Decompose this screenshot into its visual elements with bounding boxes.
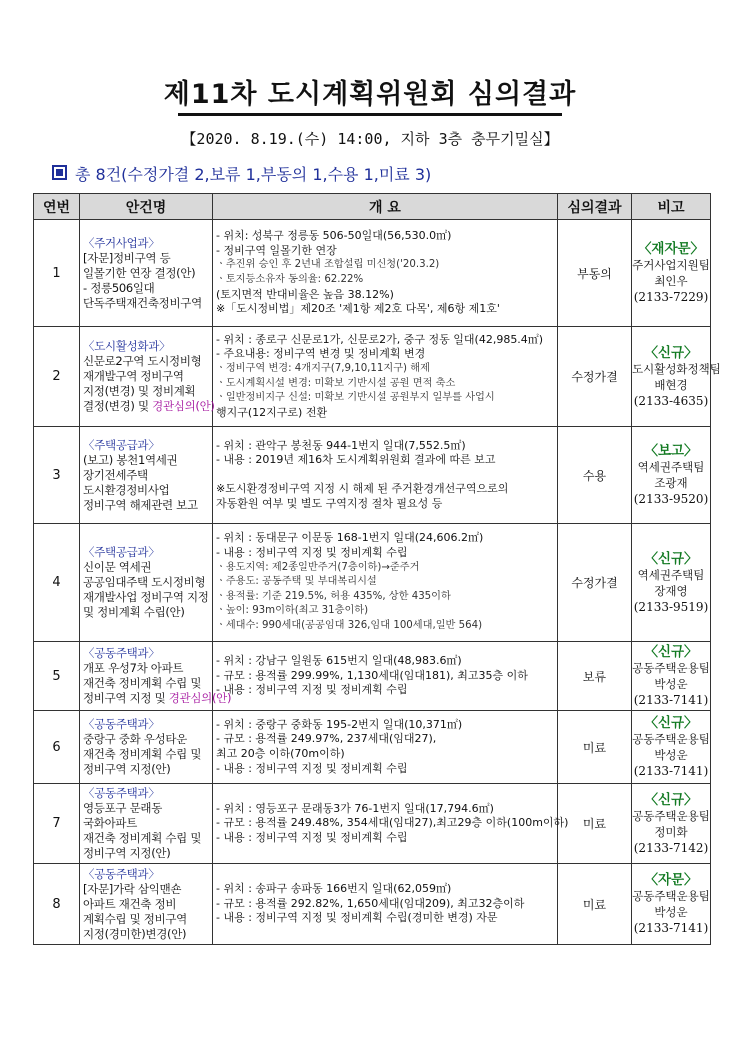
overview-line: 자동환원 여부 및 별도 구역지정 절차 필요성 등 — [216, 496, 443, 510]
phone-number: (2133-7142) — [633, 840, 709, 855]
summary-line — [52, 162, 431, 185]
overview-line: 최고 20층 이하(70m이하) — [216, 747, 345, 760]
overview-line: ㆍ용도지역: 제2종일반주거(7층이하)→준주거 — [216, 561, 420, 573]
row-number: 8 — [34, 864, 80, 945]
overview-line: ㆍ높이: 93m이하(최고 31층이하) — [216, 605, 369, 617]
overview-cell — [213, 784, 569, 864]
agenda-line: 신문로2구역 도시정비형 — [83, 354, 202, 368]
agenda-line: 국화아파트 — [83, 816, 138, 830]
agenda-line: (보고) 봉천1역세권 — [83, 452, 178, 467]
agenda-item — [80, 711, 213, 784]
overview-line: - 위치 : 송파구 송파동 166번지 일대(62,059㎡) — [216, 882, 452, 896]
note-cell — [632, 711, 711, 784]
overview-line: - 내용 : 정비구역 지정 및 정비계획 수립 — [216, 546, 408, 560]
overview-line: - 주요내용: 정비구역 변경 및 정비계획 변경 — [216, 347, 426, 361]
agenda-line: 아파트 재건축 정비 — [83, 896, 177, 911]
table-row — [34, 220, 711, 327]
overview-line: ㆍ추진위 승인 후 2년내 조합설립 미신청('20.3.2) — [216, 259, 440, 271]
status-tag: 〈보고〉 — [644, 443, 698, 459]
agenda-line-text: 정비구역 지정 및 — [83, 691, 169, 705]
contact-person: 최인우 — [654, 274, 688, 288]
row-number: 6 — [34, 711, 80, 784]
agenda-line: 개포 우성7차 아파트 — [83, 661, 184, 675]
note-cell — [632, 524, 711, 642]
agenda-line: 일몰기한 연장 결정(안) — [83, 265, 196, 280]
table-row — [34, 711, 711, 784]
agenda-line: 신이문 역세권 — [83, 560, 152, 574]
row-number: 5 — [34, 642, 80, 711]
overview-line: 행지구(12지구로) 전환 — [216, 405, 328, 419]
agenda-line: 중랑구 중화 우성타운 — [83, 732, 187, 746]
overview-line: - 위치 : 관악구 봉천동 944-1번지 일대(7,552.5㎡) — [216, 438, 466, 452]
overview-line: - 내용 : 정비구역 지정 및 정비계획 수립 — [216, 761, 408, 775]
review-result: 미료 — [558, 864, 632, 945]
overview-line: ※「도시정비법」제20조 '제1항 제2호 다목', 제6항 제1호' — [216, 302, 500, 316]
phone-number: (2133-7229) — [633, 290, 709, 304]
contact-person: 박성운 — [654, 748, 688, 762]
row-number: 4 — [34, 524, 80, 642]
team-name: 공동주택운용팀 — [632, 661, 710, 675]
department-label: 〈공동주택과〉 — [83, 646, 160, 660]
results-table — [33, 193, 721, 945]
agenda-line: [자문]가락 삼익맨숀 — [83, 881, 182, 896]
review-result: 보류 — [558, 642, 632, 711]
agenda-line-text: 결정(변경) 및 — [83, 399, 153, 413]
note-cell — [632, 220, 711, 327]
phone-number: (2133-7141) — [633, 693, 709, 707]
contact-person: 조광재 — [654, 476, 688, 490]
overview-line — [216, 468, 554, 483]
department-label: 〈주택공급과〉 — [83, 545, 160, 559]
agenda-line: 재개발구역 정비구역 — [83, 369, 184, 383]
header-result: 심의결과 — [558, 194, 632, 220]
table-row — [34, 524, 711, 642]
department-label: 〈주택공급과〉 — [83, 437, 160, 452]
note-cell — [632, 864, 711, 945]
overview-line: - 규모 : 용적률 249.97%, 237세대(임대27), — [216, 732, 437, 746]
table-row — [34, 327, 711, 427]
summary-text: 총 8건(수정가결 2,보류 1,부동의 1,수용 1,미료 3) — [75, 165, 432, 184]
meeting-info: 【2020. 8.19.(수) 14:00, 지하 3층 충무기밀실】 — [181, 130, 559, 148]
overview-line: - 규모 : 용적률 299.99%, 1,130세대(임대181), 최고35층 이하 — [216, 668, 528, 682]
team-name: 공동주택운용팀 — [632, 808, 710, 823]
header-desc: 개 요 — [213, 194, 558, 220]
header-note: 비고 — [632, 194, 711, 220]
status-tag: 〈신규〉 — [644, 550, 698, 567]
contact-person: 정미화 — [654, 824, 688, 839]
agenda-item — [80, 327, 213, 427]
overview-line: - 위치 : 영등포구 문래동3가 76-1번지 일대(17,794.6㎡) — [216, 801, 494, 815]
agenda-line: [자문]정비구역 등 — [83, 250, 171, 265]
team-name: 도시활성화정책팀 — [632, 361, 721, 376]
review-result: 미료 — [558, 711, 632, 784]
agenda-line: 정비구역 해제관련 보고 — [83, 497, 198, 512]
note-cell — [632, 427, 711, 524]
phone-number: (2133-7141) — [633, 764, 709, 778]
overview-line: - 정비구역 일몰기한 연장 — [216, 243, 337, 257]
agenda-line: 장기전세주택 — [83, 467, 148, 482]
contact-person: 박성운 — [654, 905, 688, 919]
agenda-item — [80, 784, 213, 864]
team-name: 역세권주택팀 — [637, 567, 705, 582]
contact-person: 배현경 — [654, 377, 688, 392]
agenda-line: 재개발사업 정비구역 지정 — [83, 590, 209, 604]
phone-number: (2133-9519) — [633, 599, 709, 614]
overview-line: ㆍ도시계획시설 변경: 미확보 기반시설 공원 면적 축소 — [216, 377, 456, 389]
header-no: 연번 — [34, 194, 80, 220]
overview-line: - 위치 : 중랑구 중화동 195-2번지 일대(10,371㎡) — [216, 717, 463, 731]
overview-line: - 위치: 성북구 정릉동 506-50일대(56,530.0㎡) — [216, 229, 452, 243]
department-label: 〈공동주택과〉 — [83, 717, 160, 731]
overview-cell — [213, 524, 558, 642]
agenda-line: 지정(변경) 및 정비계획 — [83, 384, 196, 398]
landscape-review-label: 경관심의(안) — [152, 399, 215, 413]
agenda-line: 단독주택재건축정비구역 — [83, 295, 202, 310]
overview-line: ㆍ주용도: 공동주택 및 부대복리시설 — [216, 576, 377, 588]
row-number: 7 — [34, 784, 80, 864]
overview-cell — [213, 864, 558, 945]
agenda-line: 공공임대주택 도시정비형 — [83, 575, 206, 589]
overview-line: ㆍ정비구역 변경: 4개지구(7,9,10,11지구) 해제 — [216, 362, 430, 374]
agenda-line: 지정(경미한)변경(안) — [83, 926, 187, 941]
agenda-item — [80, 220, 213, 327]
overview-cell — [213, 427, 558, 524]
landscape-review-label: 경관심의(안) — [168, 691, 232, 705]
status-tag: 〈신규〉 — [644, 791, 698, 808]
overview-line: - 위치 : 강남구 일원동 615번지 일대(48,983.6㎡) — [216, 654, 462, 668]
agenda-line: 영등포구 문래동 — [83, 801, 163, 815]
overview-line: - 내용 : 정비구역 지정 및 정비계획 수립(경미한 변경) 자문 — [216, 911, 498, 925]
table-row — [34, 642, 711, 711]
row-number: 3 — [34, 427, 80, 524]
agenda-item — [80, 642, 232, 711]
agenda-line: 및 정비계획 수립(안) — [83, 605, 185, 619]
phone-number: (2133-9520) — [633, 492, 709, 506]
row-number: 1 — [34, 220, 80, 327]
overview-line: - 위치 : 동대문구 이문동 168-1번지 일대(24,606.2㎡) — [216, 531, 484, 545]
review-result: 부동의 — [558, 220, 632, 327]
overview-line: - 내용 : 정비구역 지정 및 정비계획 수립 — [216, 683, 408, 697]
overview-line: - 규모 : 용적률 249.48%, 354세대(임대27),최고29층 이하(100m이하) — [216, 816, 569, 830]
overview-line: ㆍ세대수: 990세대(공공임대 326,임대 100세대,일반 564) — [216, 619, 483, 631]
status-tag: 〈재자문〉 — [637, 241, 705, 257]
overview-line: ㆍ용적률: 기준 219.5%, 허용 435%, 상한 435이하 — [216, 590, 451, 602]
agenda-line: 재건축 정비계획 수립 및 — [83, 747, 202, 761]
phone-number: (2133-7141) — [633, 921, 709, 935]
overview-cell — [213, 711, 558, 784]
page-title: 제11차 도시계획위원회 심의결과 — [163, 79, 577, 110]
table-row — [34, 427, 711, 524]
overview-line: ※도시환경정비구역 지정 시 해제 된 주거환경개선구역으로의 — [216, 482, 509, 496]
department-label: 〈공동주택과〉 — [83, 866, 160, 881]
status-tag: 〈신규〉 — [644, 344, 698, 361]
status-tag: 〈자문〉 — [644, 872, 698, 888]
team-name: 공동주택운용팀 — [632, 732, 710, 746]
status-tag: 〈신규〉 — [644, 715, 698, 731]
department-label: 〈공동주택과〉 — [83, 786, 160, 800]
overview-line: ㆍ토지등소유자 동의율: 62.22% — [216, 274, 364, 285]
overview-line: - 위치 : 종로구 신문로1가, 신문로2가, 중구 정동 일대(42,985.4㎡) — [216, 332, 544, 346]
agenda-item — [80, 524, 213, 642]
agenda-line: 재건축 정비계획 수립 및 — [83, 831, 202, 845]
agenda-line: 도시환경정비사업 — [83, 482, 170, 497]
table-row — [34, 784, 711, 864]
overview-line: - 규모 : 용적률 292.82%, 1,650세대(임대209), 최고32층이하 — [216, 896, 525, 910]
agenda-item — [80, 864, 213, 945]
review-result: 수정가결 — [558, 524, 632, 642]
agenda-line — [83, 691, 232, 706]
agenda-item — [80, 427, 213, 524]
review-result: 미료 — [558, 784, 632, 864]
overview-line: - 내용 : 2019년 제16차 도시계획위원회 결과에 따른 보고 — [216, 453, 496, 467]
team-name: 공동주택운용팀 — [632, 889, 710, 903]
contact-person: 장재영 — [654, 583, 688, 598]
header-item: 안건명 — [80, 194, 213, 220]
note-cell — [632, 327, 721, 427]
overview-line: ㆍ일반정비지구 신설: 미확보 기반시설 공원부지 일부를 사업시 — [216, 392, 495, 404]
note-cell — [632, 642, 711, 711]
overview-cell — [213, 220, 558, 327]
agenda-line — [83, 399, 215, 414]
table-header-row — [34, 194, 711, 220]
review-result: 수정가결 — [558, 327, 632, 427]
team-name: 역세권주택팀 — [637, 460, 705, 474]
agenda-line: 정비구역 지정(안) — [83, 846, 171, 860]
team-name: 주거사업지원팀 — [632, 258, 710, 272]
overview-cell — [213, 327, 558, 427]
square-bullet-icon — [52, 165, 67, 180]
table-row — [34, 864, 711, 945]
agenda-line: 재건축 정비계획 수립 및 — [83, 676, 202, 690]
department-label: 〈주거사업과〉 — [83, 235, 160, 250]
agenda-line: 계획수립 및 정비구역 — [83, 911, 187, 926]
agenda-line: 정비구역 지정(안) — [83, 762, 171, 776]
row-number: 2 — [34, 327, 80, 427]
agenda-line: - 정릉506일대 — [83, 280, 155, 295]
status-tag: 〈신규〉 — [644, 644, 698, 660]
department-label: 〈도시활성화과〉 — [83, 339, 171, 353]
phone-number: (2133-4635) — [633, 393, 709, 408]
note-cell — [632, 784, 711, 864]
overview-line: - 내용 : 정비구역 지정 및 정비계획 수립 — [216, 830, 408, 844]
title-underline — [178, 113, 562, 116]
contact-person: 박성운 — [654, 677, 688, 691]
overview-line: (토지면적 반대비율은 높음 38.12%) — [216, 287, 394, 301]
review-result: 수용 — [558, 427, 632, 524]
overview-cell — [213, 642, 558, 711]
